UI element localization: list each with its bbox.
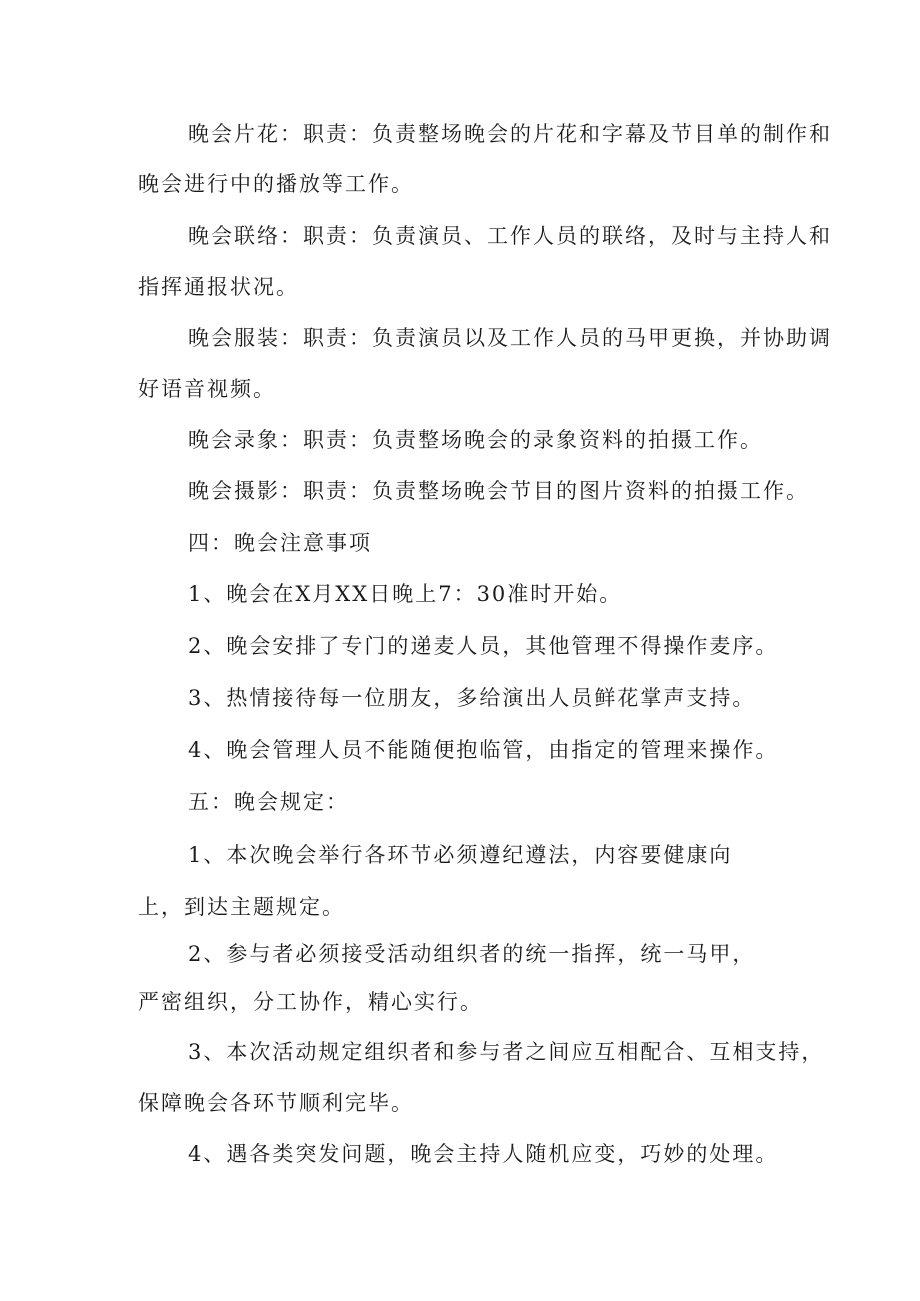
rule-item-1-line-2: 上，到达主题规定。 <box>138 895 345 919</box>
rule-item-4: 4、遇各类突发问题，晚会主持人随机应变，巧妙的处理。 <box>188 1142 779 1166</box>
rule-item-3-line-2: 保障晚会各环节顺利完毕。 <box>138 1091 414 1115</box>
paragraph-pianhua-line-1: 晚会片花：职责：负责整场晚会的片花和字幕及节目单的制作和 <box>188 122 832 146</box>
paragraph-fuzhuang-line-1: 晚会服装：职责：负责演员以及工作人员的马甲更换，并协助调 <box>188 326 832 350</box>
paragraph-lianluo-line-2: 指挥通报状况。 <box>138 275 299 299</box>
paragraph-luxiang: 晚会录象：职责：负责整场晚会的录象资料的拍摄工作。 <box>188 428 763 452</box>
note-item-3: 3、热情接待每一位朋友，多给演出人员鲜花掌声支持。 <box>188 686 756 710</box>
rule-item-1-line-1: 1、本次晚会举行各环节必须遵纪遵法，内容要健康向 <box>188 843 733 867</box>
section-heading-notes: 四：晚会注意事项 <box>188 531 372 555</box>
rule-item-3-line-1: 3、本次活动规定组织者和参与者之间应互相配合、互相支持， <box>188 1040 825 1064</box>
paragraph-lianluo-line-1: 晚会联络：职责：负责演员、工作人员的联络，及时与主持人和 <box>188 224 832 248</box>
rule-item-2-line-1: 2、参与者必须接受活动组织者的统一指挥，统一马甲， <box>188 942 756 966</box>
rule-item-2-line-2: 严密组织，分工协作，精心实行。 <box>138 990 483 1014</box>
paragraph-pianhua-line-2: 晚会进行中的播放等工作。 <box>138 172 414 196</box>
section-heading-rules: 五：晚会规定： <box>188 790 349 814</box>
note-item-2: 2、晚会安排了专门的递麦人员，其他管理不得操作麦序。 <box>188 634 779 658</box>
note-item-4: 4、晚会管理人员不能随便抱临管，由指定的管理来操作。 <box>188 738 779 762</box>
paragraph-sheying: 晚会摄影：职责：负责整场晚会节目的图片资料的拍摄工作。 <box>188 479 809 503</box>
note-item-1: 1、晚会在X月XX日晚上7：30准时开始。 <box>188 582 623 606</box>
paragraph-fuzhuang-line-2: 好语音视频。 <box>138 377 276 401</box>
